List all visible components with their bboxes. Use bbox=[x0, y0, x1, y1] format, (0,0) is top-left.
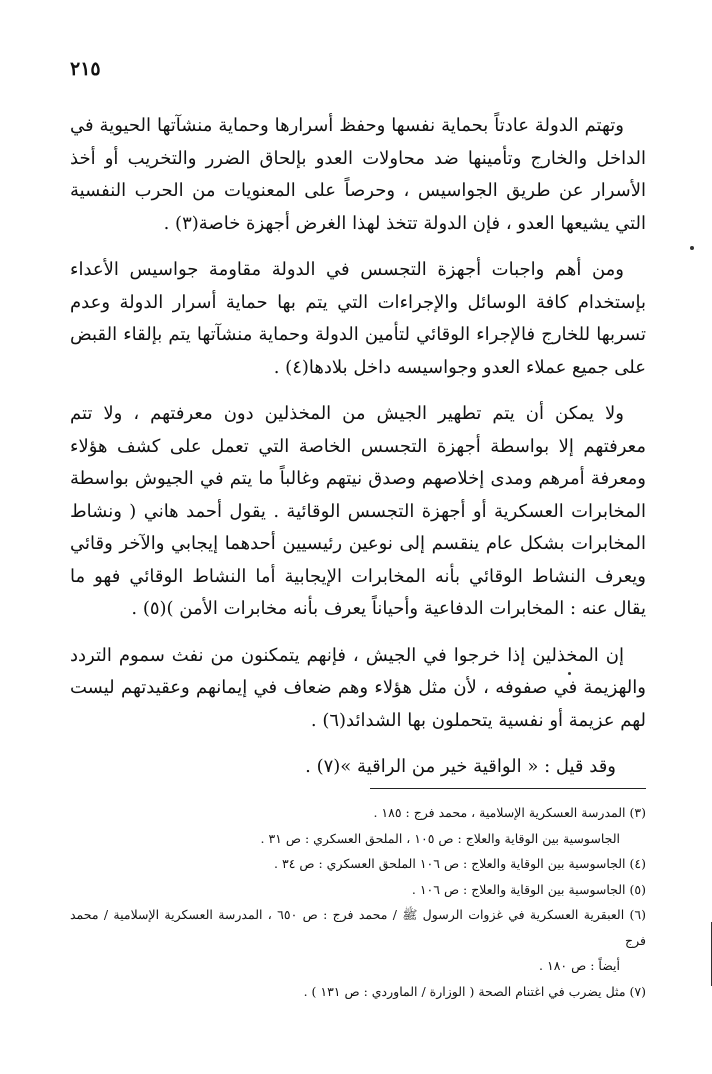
footnotes bbox=[70, 800, 646, 1004]
paragraph-3: ولا يمكن أن يتم تطهير الجيش من المخذلين دون معرفتهم ، ولا تتم معرفتهم إلا بواسطة أجهزة التجسس الخاصة التي تعمل على كشف هؤلاء ومعرفة أمرهم ومدى إخلاصهم وصدق نيتهم وغالباً ما يتم في الجيوش بواسطة المخابرات العسكرية أو أجهزة التجسس الوقائية . يقول أحمد هاني ( ونشاط المخابرات بشكل عام ينقسم إلى نوعين رئيسيين أحدهما إيجابي والآخر وقائي ويعرف النشاط الوقائي بأنه المخابرات الإيجابية أما النشاط الوقائي فهو ما يقال عنه : المخابرات الدفاعية وأحياناً يعرف بأنه مخابرات الأمن )(٥) . bbox=[70, 403, 646, 619]
footnote-7: (٧) مثل يضرب في اغتنام الصحة ( الوزارة / الماوردي : ص ١٣١ ) . bbox=[303, 983, 646, 999]
footnote-3: (٣) المدرسة العسكرية الإسلامية ، محمد فرج : ١٨٥ . bbox=[373, 805, 646, 820]
footnote-6-continued: أيضاً : ص ١٨٠ . bbox=[539, 958, 620, 973]
footnote-6: (٦) العبقرية العسكرية في غزوات الرسول ﷺ / محمد فرج : ص ٦٥٠ ، المدرسة العسكرية الإسلامية / محمد فرج bbox=[70, 907, 646, 948]
page-number: ٢١٥ bbox=[70, 58, 101, 80]
footnote-divider bbox=[370, 788, 646, 789]
scan-speck bbox=[690, 246, 694, 250]
paragraph-1: وتهتم الدولة عادتاً بحماية نفسها وحفظ أسرارها وحماية منشآتها الحيوية في الداخل والخارج وتأمينها ضد محاولات العدو بإلحاق الضرر والتخريب أو أخذ الأسرار عن طريق الجواسيس ، وحرصاً على المعنويات من الحرب النفسية التي يشيعها العدو ، فإن الدولة تتخذ لهذا الغرض أجهزة خاصة(٣) . bbox=[70, 115, 646, 234]
proverb-line: وقد قيل : « الواقية خير من الراقية »(٧) . bbox=[305, 756, 616, 777]
body-text bbox=[70, 110, 646, 798]
book-page bbox=[70, 58, 646, 1048]
scan-speck bbox=[568, 672, 571, 675]
footnote-5: (٥) الجاسوسية بين الوقاية والعلاج : ص ١٠٦ . bbox=[411, 881, 646, 897]
footnote-3-continued: الجاسوسية بين الوقاية والعلاج : ص ١٠٥ ، الملحق العسكري : ص ٣١ . bbox=[260, 830, 620, 846]
footnote-4: (٤) الجاسوسية بين الوقاية والعلاج : ص ١٠٦ الملحق العسكري : ص ٣٤ . bbox=[274, 856, 646, 871]
paragraph-2: ومن أهم واجبات أجهزة التجسس في الدولة مقاومة جواسيس الأعداء بإستخدام كافة الوسائل والإجراءات التي يتم بها حماية أسرار الدولة وعدم تسربها للخارج فالإجراء الوقائي لتأمين الدولة وحماية منشآتها يتم بإلقاء القبض على جميع عملاء العدو وجواسيسه داخل بلادها(٤) . bbox=[70, 259, 646, 378]
paragraph-4: إن المخذلين إذا خرجوا في الجيش ، فإنهم يتمكنون من نفث سموم التردد والهزيمة في صفوفه ، لأن مثل هؤلاء وهم ضعاف في إيمانهم وعقيدتهم ليست لهم عزيمة أو نفسية يتحملون بها الشدائد(٦) . bbox=[70, 644, 646, 731]
